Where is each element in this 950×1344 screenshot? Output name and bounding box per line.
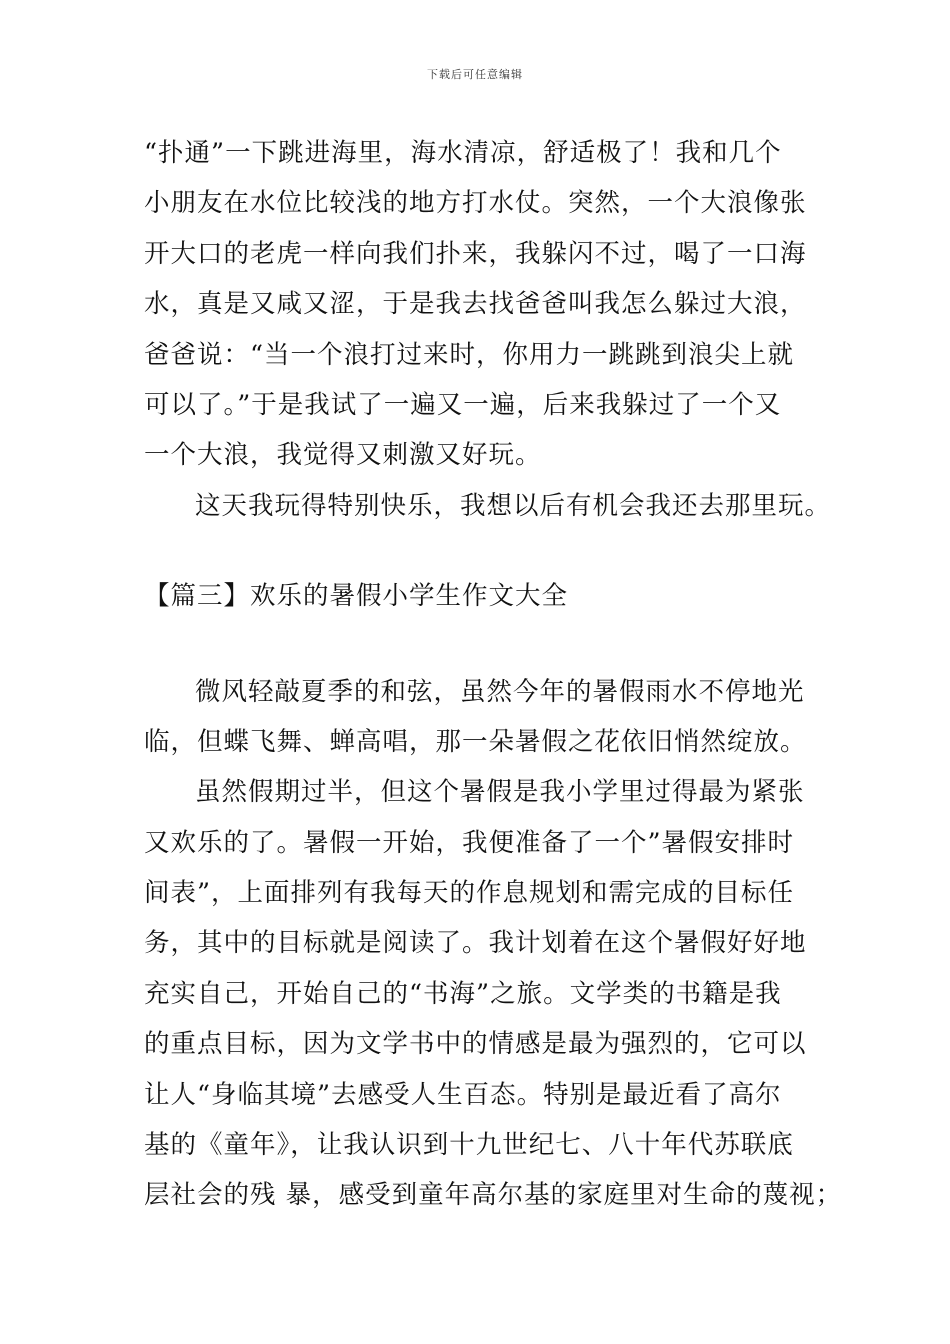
text-line: 又欢乐的了。暑假一开始，我便准备了一个”暑假安排时 [144, 827, 795, 858]
text-line: 层社会的残 暴，感受到童年高尔基的家庭里对生命的蔑视； [144, 1180, 843, 1211]
text-line: 爸爸说：“当一个浪打过来时，你用力一跳跳到浪尖上就 [144, 339, 795, 370]
text-line: 的重点目标，因为文学书中的情感是最为强烈的，它可以 [144, 1029, 807, 1060]
text-line: 可以了。”于是我试了一遍又一遍，后来我躲过了一个又 [144, 389, 782, 420]
paragraph-conclusion [144, 481, 834, 531]
text-line: 微风轻敲夏季的和弦，虽然今年的暑假雨水不停地光 [195, 676, 805, 707]
text-line: 这天我玩得特别快乐，我想以后有机会我还去那里玩。 [195, 490, 832, 521]
document-body [144, 128, 843, 1221]
text-line: 开大口的老虎一样向我们扑来，我躲闪不过，喝了一口海 [144, 238, 807, 269]
paragraph-intro [144, 667, 834, 768]
paragraph-reading [144, 767, 843, 1221]
text-line: 一个大浪，我觉得又刺激又好玩。 [144, 440, 542, 471]
text-line: 小朋友在水位比较浅的地方打水仗。突然，一个大浪像张 [144, 188, 807, 219]
text-line: 务，其中的目标就是阅读了。我计划着在这个暑假好好地 [144, 928, 807, 959]
text-line: 间表”，上面排列有我每天的作息规划和需完成的目标任 [144, 878, 795, 909]
page-header-note: 下载后可任意编辑 [427, 68, 523, 81]
paragraph-beach [144, 128, 834, 481]
text-line: 让人“身临其境”去感受人生百态。特别是最近看了高尔 [144, 1079, 782, 1110]
section-title: 【篇三】欢乐的暑假小学生作文大全 [144, 581, 569, 612]
text-line: 水，真是又咸又涩，于是我去找爸爸叫我怎么躲过大浪， [144, 289, 807, 320]
text-line: 充实自己，开始自己的“书海”之旅。文学类的书籍是我 [144, 978, 782, 1009]
text-line: “扑通”一下跳进海里，海水清凉，舒适极了！我和几个 [144, 138, 782, 168]
text-line: 基的《童年》，让我认识到十九世纪七、八十年代苏联底 [144, 1130, 794, 1161]
text-line: 临，但蝶飞舞、蝉高唱，那一朵暑假之花依旧悄然绽放。 [144, 726, 807, 757]
text-line: 虽然假期过半，但这个暑假是我小学里过得最为紧张 [195, 777, 805, 808]
